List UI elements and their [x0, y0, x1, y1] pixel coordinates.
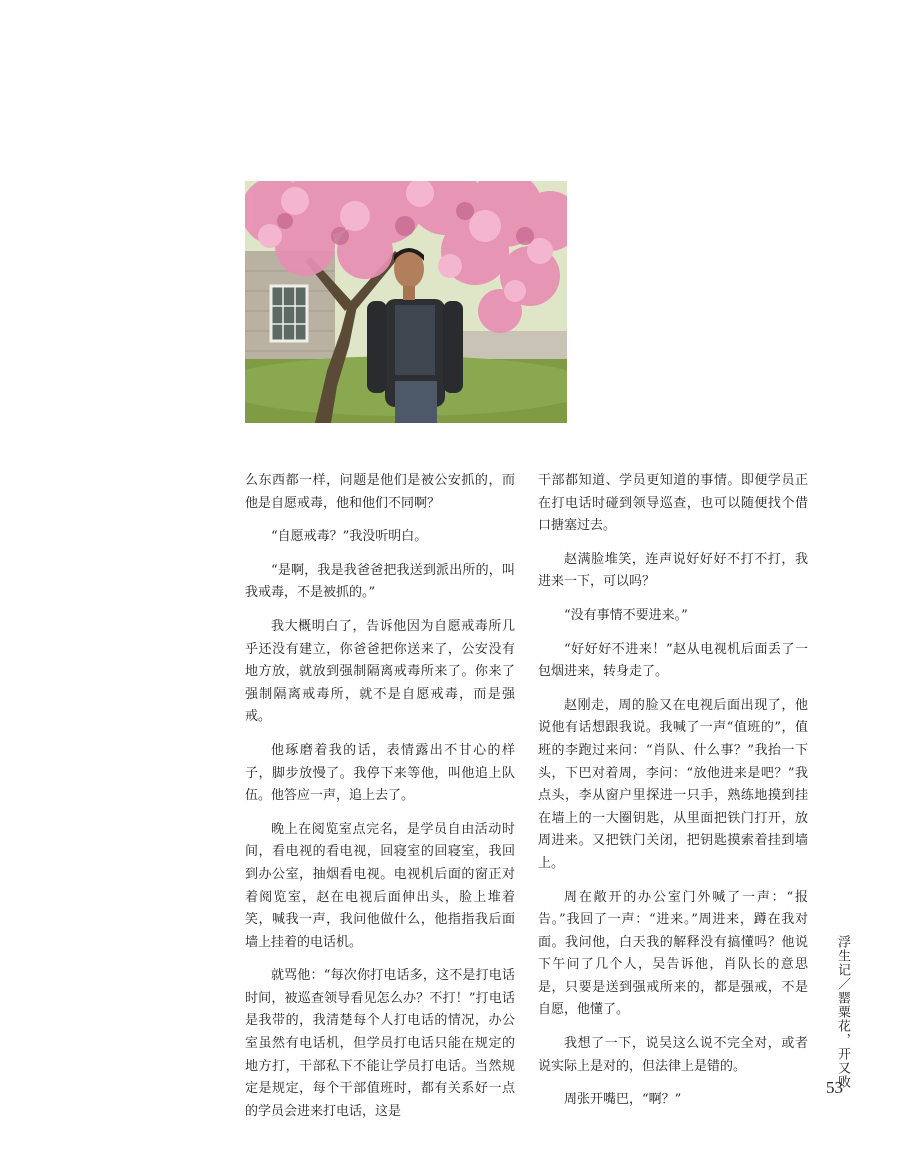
- paragraph: 晚上在阅览室点完名，是学员自由活动时间，看电视的看电视，回寝室的回寝室，我回到办公室，抽烟看电视。电视机后面的窗正对着阅览室，赵在电视后面伸出头，脸上堆着笑，喊我一声，我问他做什么，他指指我后面墙上挂着的电话机。: [245, 821, 515, 950]
- page-number: 53: [826, 1078, 843, 1097]
- text-column-right: [538, 470, 808, 1123]
- paragraph: 我想了一下，说吴这么说不完全对，或者说实际上是对的，但法律上是错的。: [538, 1036, 808, 1074]
- paragraph: 么东西都一样，问题是他们是被公安抓的，而他是自愿戒毒，他和他们不同啊？: [245, 473, 515, 511]
- running-title: 浮生记／罂粟花，开又败: [835, 935, 850, 1089]
- paragraph: “好好好不进来！”赵从电视机后面丢了一包烟进来，转身走了。: [538, 641, 808, 680]
- paragraph: 周在敞开的办公室门外喊了一声：“报告。”我回了一声：“进来。”周进来，蹲在我对面。我问他，白天我的解释没有搞懂吗？他说下午问了几个人，吴告诉他，肖队长的意思是，只要是送到强戒所来的，都是强戒，不是自愿，他懂了。: [538, 889, 808, 1018]
- paragraph: 他琢磨着我的话，表情露出不甘心的样子，脚步放慢了。我停下来等他，叫他追上队伍。他答应一声，追上去了。: [245, 742, 515, 804]
- photo-man-under-cherry-tree: [245, 181, 567, 423]
- paragraph: “是啊，我是我爸爸把我送到派出所的，叫我戒毒，不是被抓的。”: [245, 562, 515, 601]
- paragraph: “没有事情不要进来。”: [564, 607, 688, 623]
- paragraph: 我大概明白了，告诉他因为自愿戒毒所几乎还没有建立，你爸爸把你送来了，公安没有地方放，就放到强制隔离戒毒所来了。你来了强制隔离戒毒所，就不是自愿戒毒，而是强戒。: [245, 618, 515, 725]
- paragraph: 干部都知道、学员更知道的事情。即便学员正在打电话时碰到领导巡查，也可以随便找个借口搪塞过去。: [538, 473, 808, 534]
- paragraph: 赵满脸堆笑，连声说好好好不打不打，我进来一下，可以吗？: [538, 551, 808, 590]
- paragraph: 就骂他：“每次你打电话多，这不是打电话时间，被巡查领导看见怎么办？不打！”打电话是我带的，我清楚每个人打电话的情况，办公室虽然有电话机，但学员打电话只能在规定的地方打，干部私下不能让学员打电话。当然规定是规定，每个干部值班时，都有关系好一点的学员会进来打电话，这是: [245, 968, 515, 1119]
- paragraph: “自愿戒毒？”我没听明白。: [271, 529, 428, 545]
- text-column-left: [245, 470, 515, 1134]
- photo-illustration: [245, 181, 567, 423]
- paragraph: 周张开嘴巴，“啊？”: [564, 1092, 682, 1108]
- paragraph: 赵刚走，周的脸又在电视后面出现了，他说他有话想跟我说。我喊了一声“值班的”，值班的李跑过来问：“肖队、什么事？”我抬一下头，下巴对着周，李问：“放他进来是吧？”我点头，李从窗户里探进一只手，熟练地摸到挂在墙上的一大圈钥匙，从里面把铁门打开，放周进来。又把铁门关闭，把钥匙摸索着挂到墙上。: [538, 697, 808, 871]
